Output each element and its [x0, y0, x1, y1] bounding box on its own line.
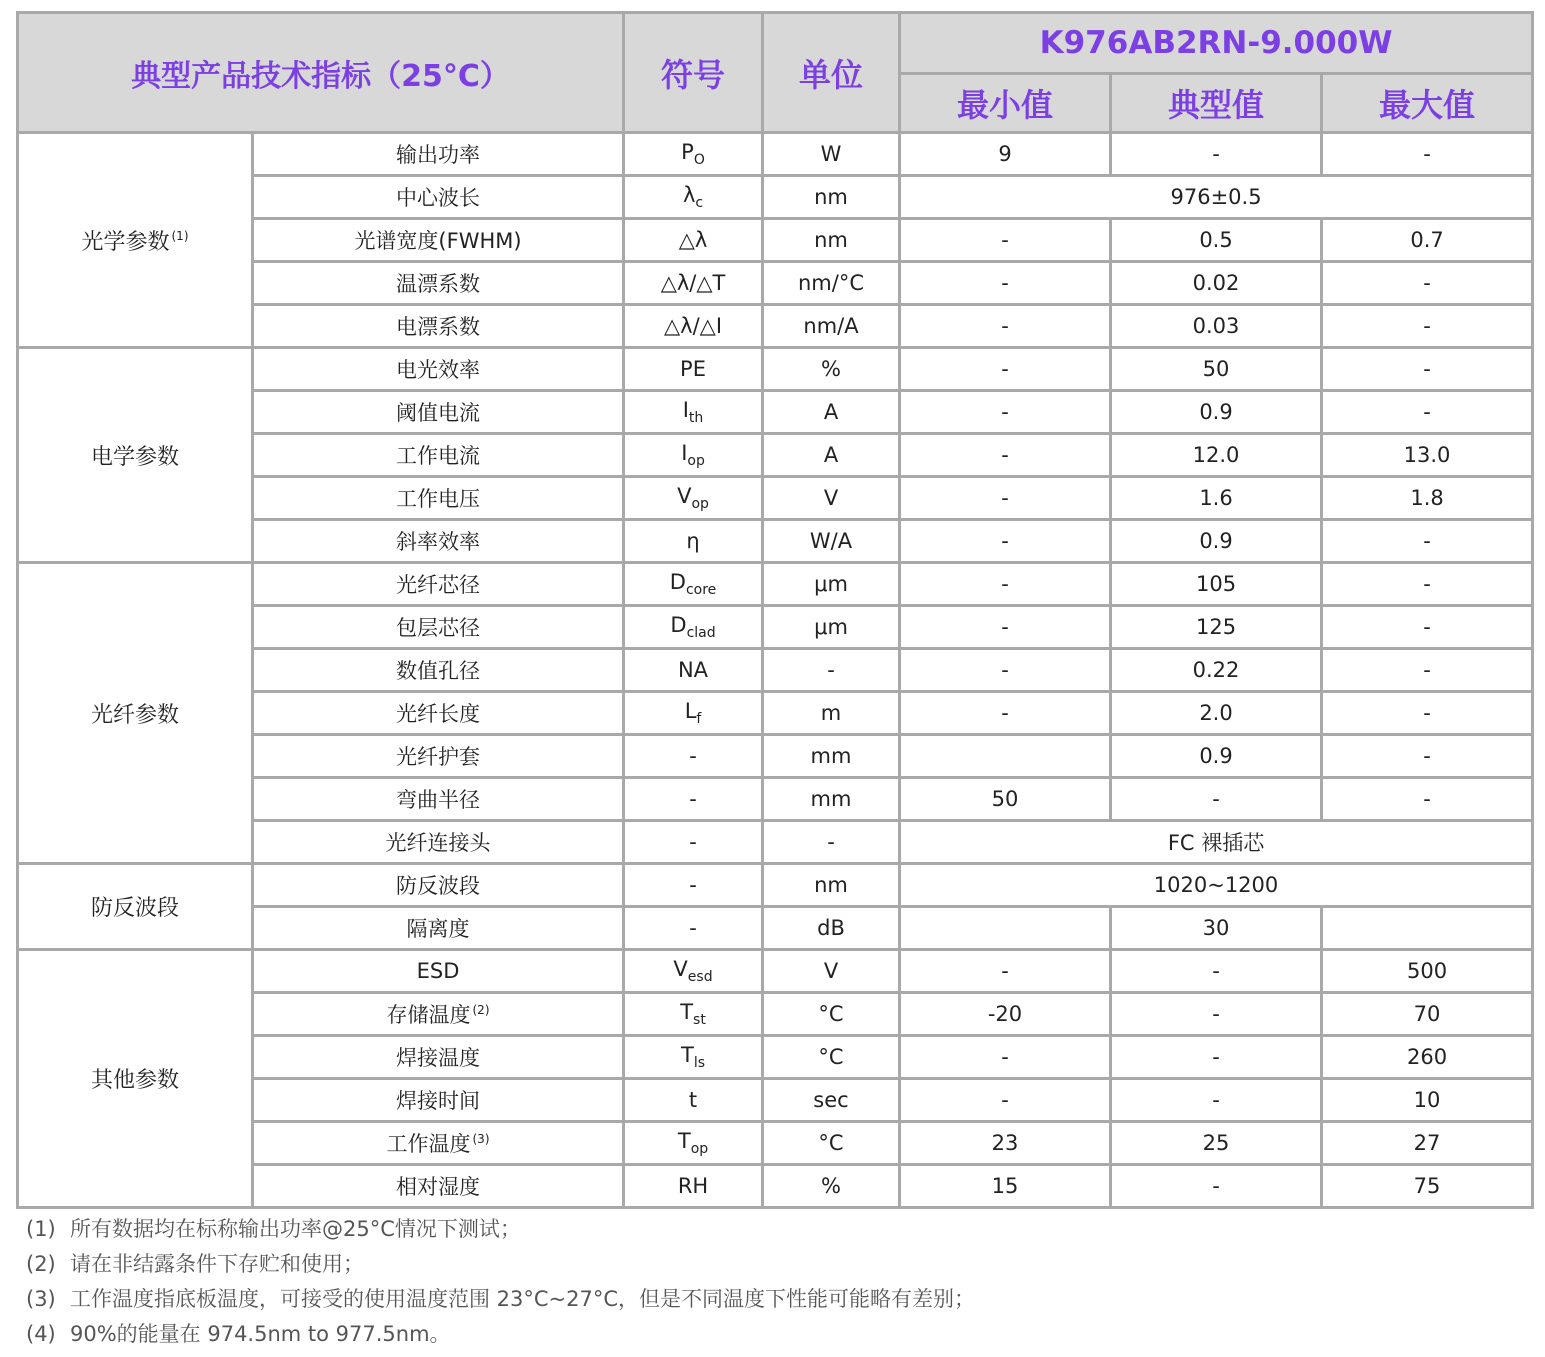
min-cell: -	[900, 305, 1111, 348]
symbol-cell	[624, 950, 763, 993]
max-cell: -	[1322, 692, 1533, 735]
param-cell	[253, 563, 624, 606]
symbol-cell	[624, 606, 763, 649]
min-cell	[900, 907, 1111, 950]
param-cell	[253, 133, 624, 176]
unit-cell: nm/°C	[763, 262, 900, 305]
unit-cell: mm	[763, 778, 900, 821]
unit-cell: -	[763, 821, 900, 864]
param-cell	[253, 1079, 624, 1122]
param-cell	[253, 219, 624, 262]
min-header: 最小值	[900, 74, 1111, 133]
param-cell	[253, 1122, 624, 1165]
symbol-text: -	[689, 744, 697, 768]
max-cell	[1322, 907, 1533, 950]
param-name: 光谱宽度(FWHM)	[354, 229, 522, 253]
table-header	[18, 13, 1533, 133]
min-cell: 23	[900, 1122, 1111, 1165]
value-span-cell: 976±0.5	[900, 176, 1533, 219]
symbol-subscript: st	[693, 1012, 706, 1029]
typ-cell: 2.0	[1111, 692, 1322, 735]
symbol-subscript: f	[696, 711, 702, 728]
symbol-subscript: op	[691, 496, 709, 513]
symbol-text: I	[682, 397, 689, 422]
symbol-cell	[624, 520, 763, 563]
min-cell: -	[900, 219, 1111, 262]
unit-cell: nm	[763, 219, 900, 262]
footnote-ref: (3)	[472, 1132, 490, 1146]
footnote-text: 所有数据均在标称输出功率@25°C情况下测试；	[70, 1217, 521, 1241]
param-cell	[253, 1036, 624, 1079]
min-cell: -	[900, 563, 1111, 606]
footnote	[26, 1212, 1526, 1247]
param-cell	[253, 735, 624, 778]
unit-cell: -	[763, 649, 900, 692]
max-cell: -	[1322, 563, 1533, 606]
min-cell: 50	[900, 778, 1111, 821]
typ-cell: -	[1111, 778, 1322, 821]
footnote-number: (2)	[26, 1252, 56, 1276]
symbol-subscript: op	[687, 453, 705, 470]
unit-cell: μm	[763, 606, 900, 649]
typ-cell: 0.5	[1111, 219, 1322, 262]
symbol-cell	[624, 821, 763, 864]
max-cell: -	[1322, 133, 1533, 176]
min-cell: -	[900, 1079, 1111, 1122]
param-cell	[253, 606, 624, 649]
param-name: 防反波段	[396, 874, 480, 898]
symbol-text: NA	[677, 658, 709, 682]
group-name: 其他参数	[90, 1068, 179, 1093]
typ-cell: 1.6	[1111, 477, 1322, 520]
param-cell	[253, 778, 624, 821]
unit-cell: dB	[763, 907, 900, 950]
footnote-text: 工作温度指底板温度，可接受的使用温度范围 23°C~27°C，但是不同温度下性能可能略有差别；	[70, 1287, 976, 1311]
unit-cell: A	[763, 391, 900, 434]
param-cell	[253, 477, 624, 520]
max-cell: 1.8	[1322, 477, 1533, 520]
symbol-text: V	[677, 483, 692, 508]
max-header: 最大值	[1322, 74, 1533, 133]
min-cell: -	[900, 649, 1111, 692]
unit-header: 单位	[763, 13, 900, 133]
symbol-subscript: op	[690, 1141, 709, 1158]
table-row	[18, 563, 1533, 606]
value-span-cell: FC 裸插芯	[900, 821, 1533, 864]
param-name: ESD	[416, 959, 460, 983]
symbol-text: △λ/△T	[660, 271, 726, 295]
typ-cell: 50	[1111, 348, 1322, 391]
min-cell: -	[900, 477, 1111, 520]
param-cell	[253, 391, 624, 434]
unit-cell: W	[763, 133, 900, 176]
symbol-subscript: th	[688, 410, 704, 427]
param-name: 包层芯径	[396, 616, 480, 640]
typ-cell: 25	[1111, 1122, 1322, 1165]
param-cell	[253, 864, 624, 907]
typ-cell: 30	[1111, 907, 1322, 950]
symbol-cell	[624, 778, 763, 821]
param-name: 焊接时间	[396, 1089, 480, 1113]
unit-cell: nm	[763, 864, 900, 907]
symbol-text: λ	[682, 182, 696, 207]
param-name: 焊接温度	[396, 1046, 480, 1070]
unit-cell: μm	[763, 563, 900, 606]
table-row	[18, 348, 1533, 391]
param-name: 光纤连接头	[385, 831, 491, 855]
symbol-cell	[624, 305, 763, 348]
unit-cell: °C	[763, 1036, 900, 1079]
param-cell	[253, 520, 624, 563]
min-cell: -	[900, 262, 1111, 305]
param-name: 工作电压	[396, 487, 480, 511]
unit-cell: °C	[763, 1122, 900, 1165]
symbol-header: 符号	[624, 13, 763, 133]
symbol-cell	[624, 907, 763, 950]
min-cell: -	[900, 434, 1111, 477]
unit-cell: nm	[763, 176, 900, 219]
spec-table	[16, 11, 1534, 1209]
max-cell: 0.7	[1322, 219, 1533, 262]
symbol-text: △λ	[678, 228, 708, 252]
symbol-subscript: c	[695, 195, 704, 212]
max-cell: -	[1322, 735, 1533, 778]
typ-cell: 125	[1111, 606, 1322, 649]
symbol-subscript: esd	[687, 969, 713, 986]
typ-cell: -	[1111, 133, 1322, 176]
max-cell: -	[1322, 305, 1533, 348]
symbol-cell	[624, 993, 763, 1036]
unit-cell: V	[763, 950, 900, 993]
symbol-cell	[624, 1036, 763, 1079]
param-name: 光纤护套	[396, 745, 480, 769]
symbol-text: L	[684, 698, 697, 723]
param-name: 工作温度	[386, 1132, 471, 1156]
typ-cell: 0.03	[1111, 305, 1322, 348]
param-name: 中心波长	[396, 186, 480, 210]
footnotes	[26, 1212, 1526, 1352]
max-cell: -	[1322, 348, 1533, 391]
symbol-text: -	[689, 916, 697, 940]
param-name: 光纤长度	[396, 702, 480, 726]
min-cell: -	[900, 391, 1111, 434]
symbol-text: T	[681, 1042, 694, 1067]
symbol-text: -	[689, 873, 697, 897]
min-cell: -	[900, 1036, 1111, 1079]
symbol-cell	[624, 735, 763, 778]
param-cell	[253, 262, 624, 305]
param-name: 电光效率	[396, 358, 480, 382]
symbol-cell	[624, 262, 763, 305]
max-cell: 27	[1322, 1122, 1533, 1165]
typ-cell: 0.02	[1111, 262, 1322, 305]
param-name: 工作电流	[396, 444, 480, 468]
symbol-cell	[624, 1079, 763, 1122]
min-cell: -	[900, 520, 1111, 563]
max-cell: 500	[1322, 950, 1533, 993]
param-cell	[253, 950, 624, 993]
max-cell: -	[1322, 520, 1533, 563]
symbol-subscript: O	[693, 152, 705, 169]
symbol-text: RH	[677, 1174, 709, 1198]
unit-cell: °C	[763, 993, 900, 1036]
group-label	[18, 348, 253, 563]
table-title: 典型产品技术指标（25°C）	[18, 13, 624, 133]
param-name: 阈值电流	[396, 401, 480, 425]
group-label	[18, 133, 253, 348]
typ-cell: -	[1111, 950, 1322, 993]
footnote-number: (1)	[26, 1217, 56, 1241]
symbol-text: t	[688, 1088, 698, 1112]
symbol-cell	[624, 477, 763, 520]
group-name: 防反波段	[90, 896, 179, 921]
typ-cell: 105	[1111, 563, 1322, 606]
typ-cell: 0.22	[1111, 649, 1322, 692]
min-cell	[900, 735, 1111, 778]
symbol-subscript: ls	[693, 1055, 706, 1072]
table-row	[18, 133, 1533, 176]
max-cell: 70	[1322, 993, 1533, 1036]
unit-cell: nm/A	[763, 305, 900, 348]
footnote	[26, 1317, 1526, 1352]
symbol-text: △λ/△I	[664, 314, 723, 338]
footnote-text: 90%的能量在 974.5nm to 977.5nm。	[70, 1322, 451, 1346]
unit-cell: %	[763, 348, 900, 391]
symbol-text: I	[681, 440, 688, 465]
symbol-cell	[624, 176, 763, 219]
symbol-cell	[624, 563, 763, 606]
param-cell	[253, 993, 624, 1036]
typ-cell: 0.9	[1111, 520, 1322, 563]
param-name: 弯曲半径	[396, 788, 480, 812]
group-label	[18, 563, 253, 864]
max-cell: -	[1322, 649, 1533, 692]
symbol-cell	[624, 649, 763, 692]
typ-cell: -	[1111, 1165, 1322, 1208]
group-label	[18, 864, 253, 950]
symbol-text: T	[680, 999, 694, 1024]
typ-cell: 0.9	[1111, 391, 1322, 434]
symbol-cell	[624, 391, 763, 434]
footnote	[26, 1282, 1526, 1317]
param-name: 相对湿度	[396, 1175, 480, 1199]
group-name: 电学参数	[90, 444, 179, 470]
typ-cell: 0.9	[1111, 735, 1322, 778]
param-cell	[253, 1165, 624, 1208]
typ-cell: -	[1111, 1079, 1322, 1122]
param-name: 隔离度	[406, 917, 470, 941]
symbol-text: D	[670, 612, 687, 637]
max-cell: 260	[1322, 1036, 1533, 1079]
typ-header: 典型值	[1111, 74, 1322, 133]
symbol-cell	[624, 133, 763, 176]
footnote-text: 请在非结露条件下存贮和使用；	[70, 1252, 364, 1276]
symbol-cell	[624, 348, 763, 391]
param-name: 斜率效率	[396, 530, 480, 554]
group-label	[18, 950, 253, 1208]
symbol-cell	[624, 692, 763, 735]
min-cell: 9	[900, 133, 1111, 176]
unit-cell: m	[763, 692, 900, 735]
symbol-text: PE	[680, 357, 706, 381]
param-cell	[253, 305, 624, 348]
symbol-subscript: clad	[686, 625, 716, 642]
unit-cell: W/A	[763, 520, 900, 563]
max-cell: 75	[1322, 1165, 1533, 1208]
group-name: 光学参数	[81, 229, 170, 255]
unit-cell: mm	[763, 735, 900, 778]
param-name: 存储温度	[386, 1003, 471, 1027]
param-cell	[253, 907, 624, 950]
model-header: K976AB2RN-9.000W	[900, 13, 1533, 74]
table-row	[18, 950, 1533, 993]
typ-cell: 12.0	[1111, 434, 1322, 477]
max-cell: -	[1322, 606, 1533, 649]
symbol-cell	[624, 1122, 763, 1165]
typ-cell: -	[1111, 993, 1322, 1036]
max-cell: 13.0	[1322, 434, 1533, 477]
value-span-cell: 1020~1200	[900, 864, 1533, 907]
min-cell: -	[900, 606, 1111, 649]
param-name: 光纤芯径	[396, 573, 480, 597]
param-name: 数值孔径	[396, 659, 480, 683]
param-name: 输出功率	[396, 143, 480, 167]
min-cell: 15	[900, 1165, 1111, 1208]
footnote-ref: (2)	[472, 1003, 490, 1017]
unit-cell: A	[763, 434, 900, 477]
max-cell: 10	[1322, 1079, 1533, 1122]
param-cell	[253, 821, 624, 864]
min-cell: -	[900, 692, 1111, 735]
symbol-text: V	[673, 956, 688, 981]
param-cell	[253, 176, 624, 219]
typ-cell: -	[1111, 1036, 1322, 1079]
param-cell	[253, 649, 624, 692]
symbol-cell	[624, 1165, 763, 1208]
symbol-text: T	[677, 1128, 691, 1153]
symbol-text: -	[689, 787, 697, 811]
footnote-number: (3)	[26, 1287, 56, 1311]
param-name: 电漂系数	[396, 315, 480, 339]
max-cell: -	[1322, 391, 1533, 434]
param-cell	[253, 434, 624, 477]
symbol-text: D	[669, 569, 686, 594]
footnote	[26, 1247, 1526, 1282]
group-name: 光纤参数	[90, 702, 179, 728]
max-cell: -	[1322, 778, 1533, 821]
param-cell	[253, 348, 624, 391]
min-cell: -	[900, 348, 1111, 391]
symbol-text: -	[689, 830, 697, 854]
max-cell: -	[1322, 262, 1533, 305]
min-cell: -20	[900, 993, 1111, 1036]
table-body	[18, 133, 1533, 1208]
symbol-cell	[624, 864, 763, 907]
symbol-cell	[624, 434, 763, 477]
unit-cell: V	[763, 477, 900, 520]
symbol-text: η	[686, 529, 700, 553]
unit-cell: sec	[763, 1079, 900, 1122]
unit-cell: %	[763, 1165, 900, 1208]
param-name: 温漂系数	[396, 272, 480, 296]
table-row	[18, 864, 1533, 907]
symbol-cell	[624, 219, 763, 262]
param-cell	[253, 692, 624, 735]
footnote-ref: (1)	[171, 229, 189, 244]
symbol-text: P	[681, 139, 694, 164]
footnote-number: (4)	[26, 1322, 56, 1346]
symbol-subscript: core	[685, 582, 717, 599]
min-cell: -	[900, 950, 1111, 993]
